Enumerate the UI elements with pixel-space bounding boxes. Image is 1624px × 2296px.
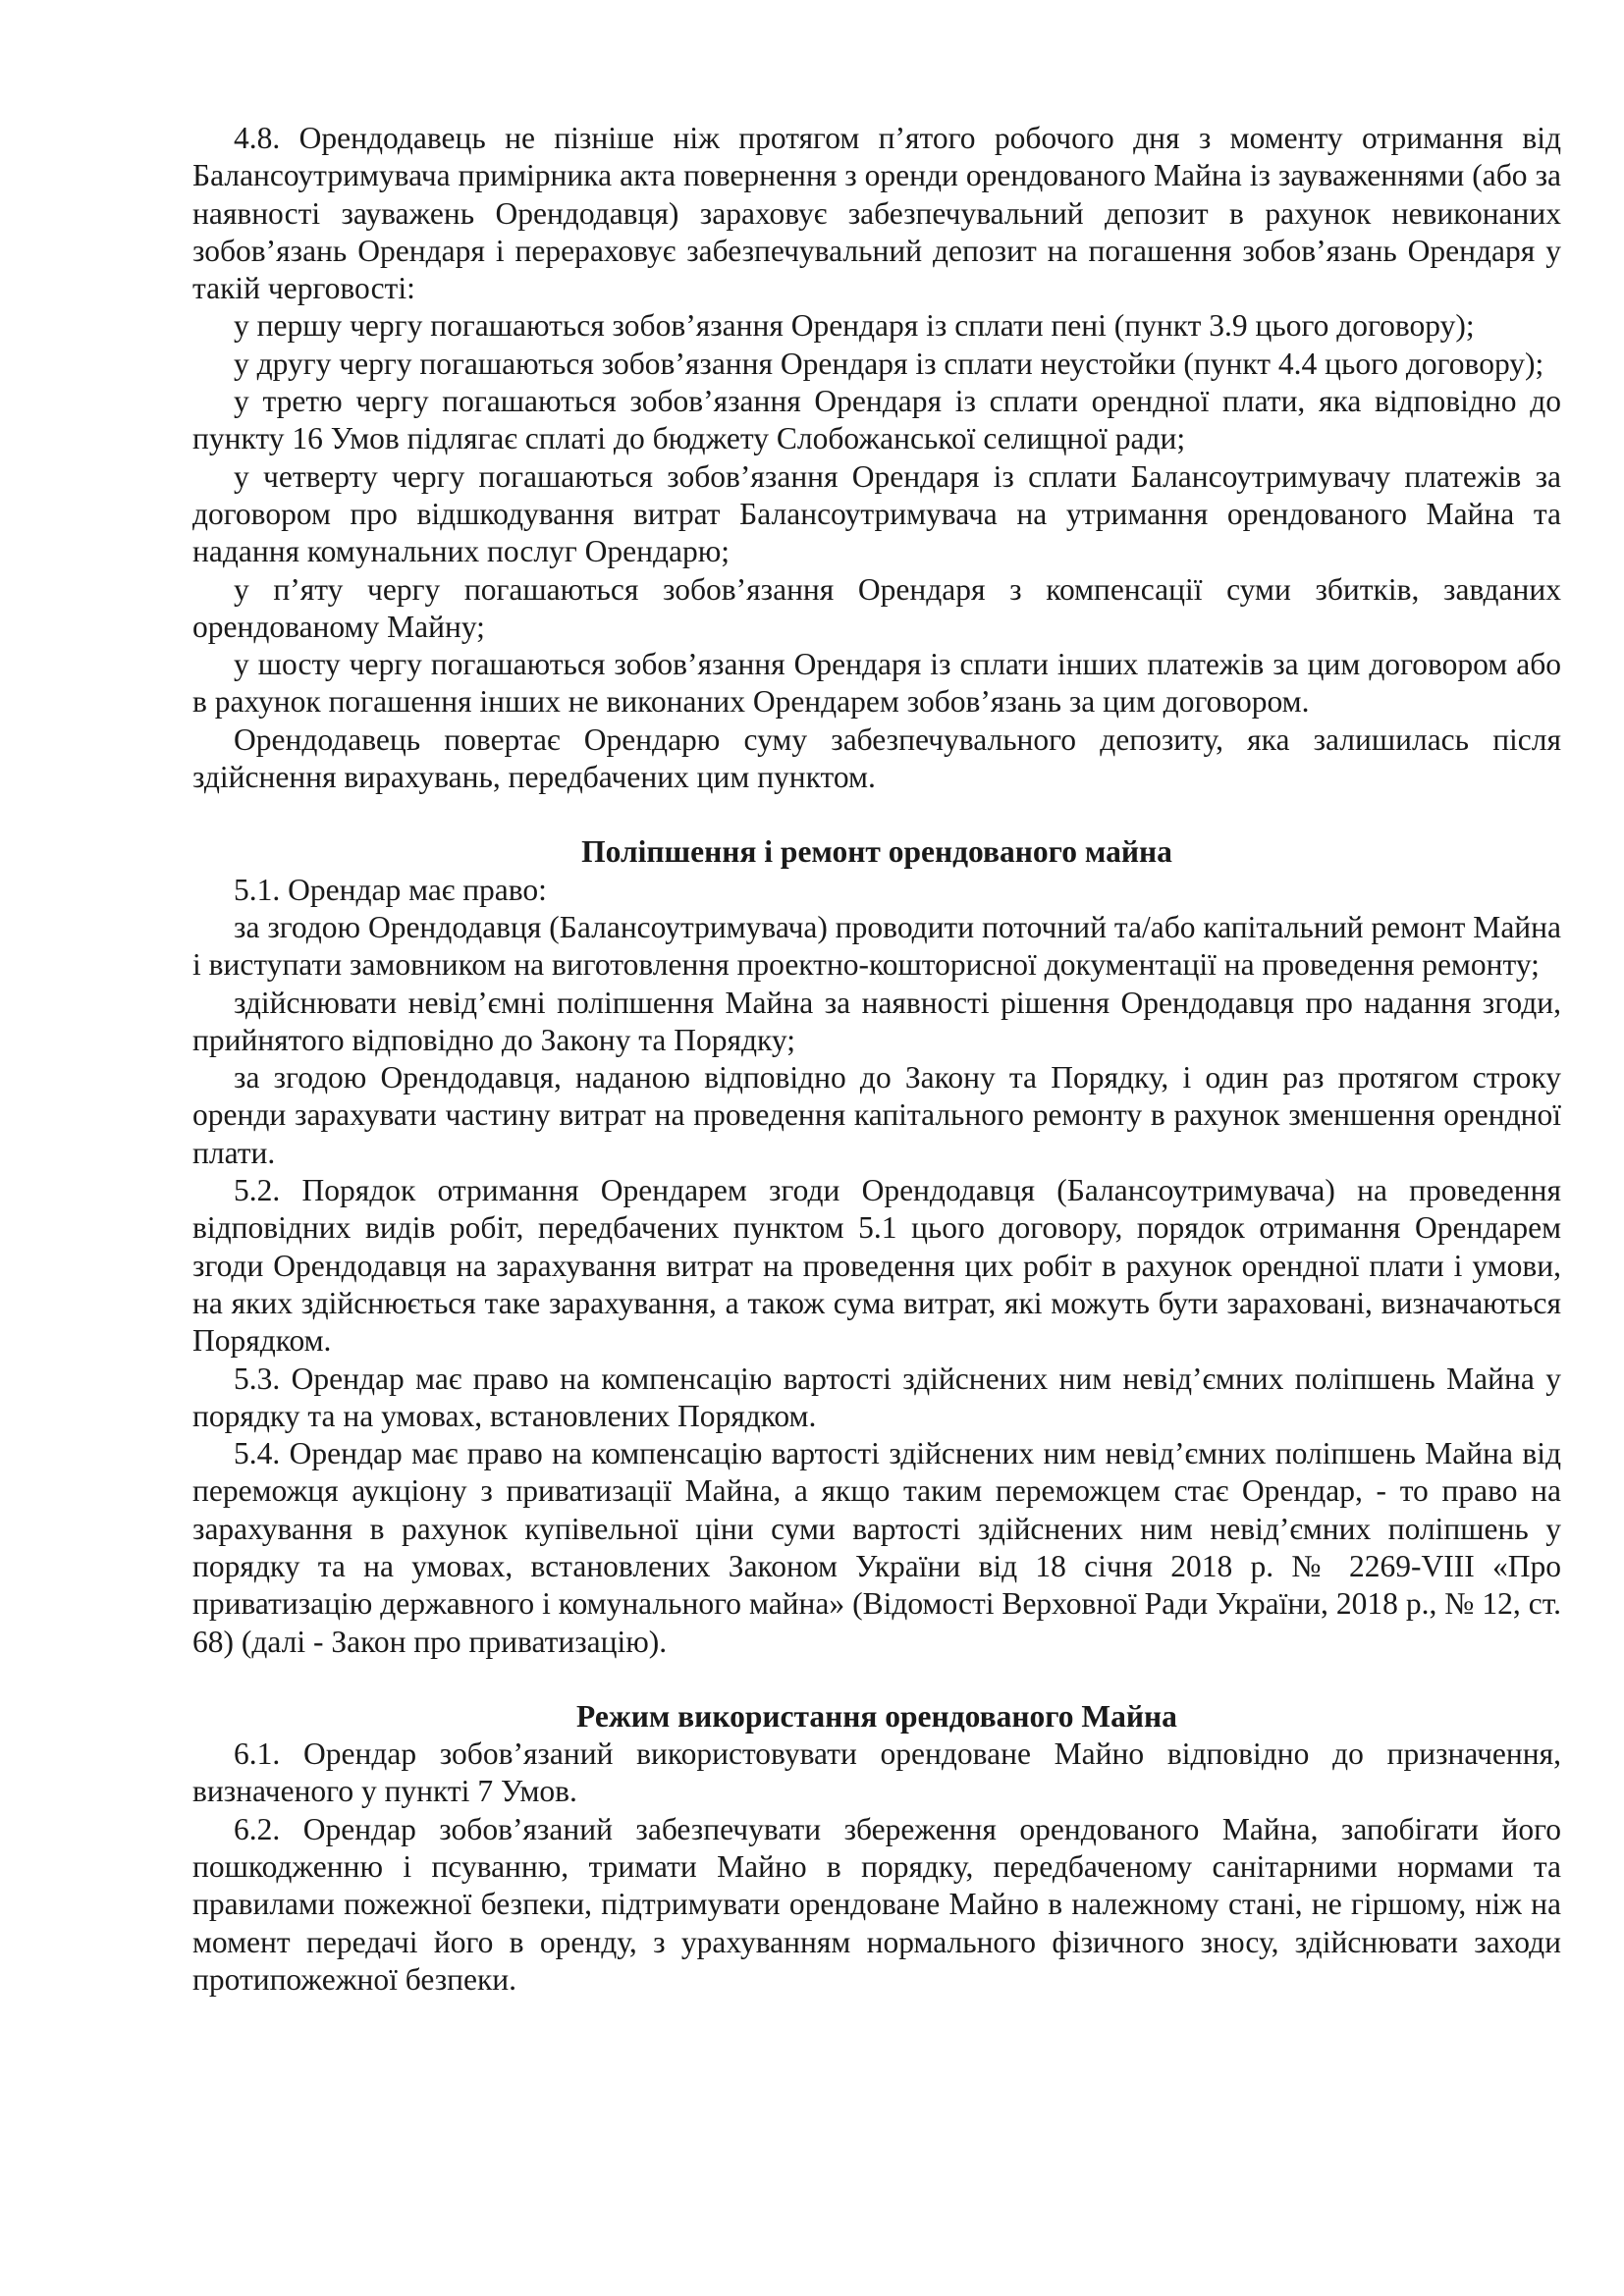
- queue-item-6: у шосту чергу погашаються зобов’язання Орендаря із сплати інших платежів за цим договором або в рахунок погашення інших не виконаних Орендарем зобов’язань за цим договором.: [192, 647, 1561, 720]
- paragraph-5-4: 5.4. Орендар має право на компенсацію вартості здійснених ним невід’ємних поліпшень Майна від переможця аукціону з приватизації Майна, а якщо таким переможцем стає Орендар, - то право на зарахування в рахунок купівельної ціни суми вартості здійснених ним невід’ємних поліпшень у порядку та на умовах, встановлених Законом України від 18 січня 2018 р. № 2269-VIII «Про приватизацію державного і комунального майна» (Відомості Верховної Ради України, 2018 р., № 12, ст. 68) (далі - Закон про приватизацію).: [192, 1436, 1561, 1659]
- paragraph-5-1-b: здійснювати невід’ємні поліпшення Майна за наявності рішення Орендодавця про надання згоди, прийнятого відповідно до Закону та Порядку;: [192, 985, 1561, 1057]
- queue-item-4: у четверту чергу погашаються зобов’язання Орендаря із сплати Балансоутримувачу платежів за договором про відшкодування витрат Балансоутримувача на утримання орендованого Майна та надання комунальних послуг Орендарю;: [192, 458, 1561, 569]
- deposit-refund-paragraph: Орендодавець повертає Орендарю суму забезпечувального депозиту, яка залишилась після здійснення вирахувань, передбачених цим пунктом.: [192, 721, 1561, 795]
- paragraph-6-1: 6.1. Орендар зобов’язаний використовувати орендоване Майно відповідно до призначення, визначеного у пункті 7 Умов.: [192, 1736, 1561, 1809]
- section-5-heading: Поліпшення і ремонт орендованого майна: [581, 834, 1172, 870]
- paragraph-5-1-a: за згодою Орендодавця (Балансоутримувача) проводити поточний та/або капітальний ремонт Майна і виступати замовником на виготовлення проектно-кошторисної документації на проведення ремонту;: [192, 909, 1561, 983]
- document-body: [192, 120, 1561, 1999]
- section-spacer: [192, 796, 1561, 833]
- queue-item-2: у другу чергу погашаються зобов’язання Орендаря із сплати неустойки (пункт 4.4 цього договору);: [234, 346, 1544, 381]
- queue-item-3: у третю чергу погашаються зобов’язання Орендаря із сплати орендної плати, яка відповідно до пункту 16 Умов підлягає сплаті до бюджету Слобожанської селищної ради;: [192, 384, 1561, 456]
- paragraph-5-1: 5.1. Орендар має право:: [234, 872, 547, 907]
- paragraph-4-8: 4.8. Орендодавець не пізніше ніж протягом п’ятого робочого дня з моменту отримання від Балансоутримувача примірника акта повернення з оренди орендованого Майна із зауваженнями (або за наявності зауважень Орендодавця) зараховує забезпечувальний депозит в рахунок невиконаних зобов’язань Орендаря і перераховує забезпечувальний депозит на погашення зобов’язань Орендаря у такій черговості:: [192, 121, 1561, 306]
- paragraph-6-2: 6.2. Орендар зобов’язаний забезпечувати збереження орендованого Майна, запобігати його пошкодженню і псуванню, тримати Майно в порядку, передбаченому санітарними нормами та правилами пожежної безпеки, підтримувати орендоване Майно в належному стані, не гіршому, ніж на момент передачі його в оренду, з урахуванням нормального фізичного зносу, здійснювати заходи протипожежної безпеки.: [192, 1811, 1561, 1997]
- section-spacer: [192, 1661, 1561, 1698]
- queue-item-5: у п’яту чергу погашаються зобов’язання Орендаря з компенсації суми збитків, завданих орендованому Майну;: [192, 571, 1561, 644]
- paragraph-5-3: 5.3. Орендар має право на компенсацію вартості здійснених ним невід’ємних поліпшень Майна у порядку та на умовах, встановлених Порядком.: [192, 1361, 1561, 1433]
- paragraph-5-2: 5.2. Порядок отримання Орендарем згоди Орендодавця (Балансоутримувача) на проведення відповідних видів робіт, передбачених пунктом 5.1 цього договору, порядок отримання Орендарем згоди Орендодавця на зарахування витрат на проведення цих робіт в рахунок орендної плати і умови, на яких здійснюється таке зарахування, а також сума витрат, які можуть бути зараховані, визначаються Порядком.: [192, 1173, 1561, 1359]
- queue-item-1: у першу чергу погашаються зобов’язання Орендаря із сплати пені (пункт 3.9 цього договору);: [234, 308, 1475, 344]
- section-6-heading: Режим використання орендованого Майна: [576, 1698, 1177, 1734]
- paragraph-5-1-c: за згодою Орендодавця, наданою відповідно до Закону та Порядку, і один раз протягом строку оренди зарахувати частину витрат на проведення капітального ремонту в рахунок зменшення орендної плати.: [192, 1060, 1561, 1170]
